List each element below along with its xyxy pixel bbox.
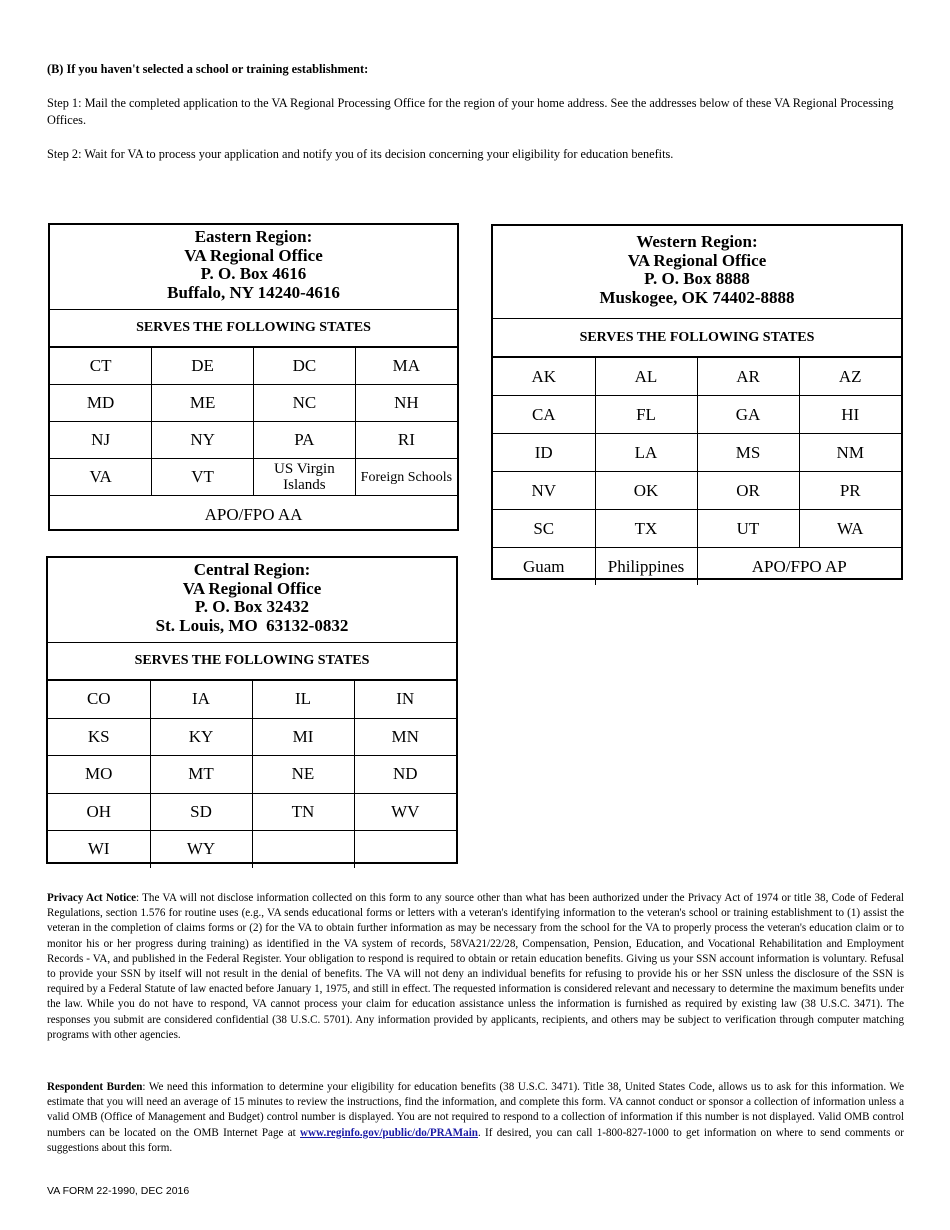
western-serves-heading: SERVES THE FOLLOWING STATES [493, 319, 901, 357]
state-cell: DC [254, 348, 356, 385]
privacy-act-notice [47, 891, 904, 1043]
table-row [493, 510, 901, 548]
central-region-address [48, 558, 456, 643]
state-cell: CT [50, 348, 152, 385]
western-city: Muskogee, OK 74402-8888 [599, 287, 795, 307]
state-cell: AR [697, 358, 799, 396]
step-2-text: Step 2: Wait for VA to process your application and notify you of its decision concerning your eligibility for education benefits. [47, 147, 674, 161]
central-office-name: VA Regional Office [182, 578, 322, 598]
state-cell: MI [252, 718, 354, 756]
state-cell: RI [355, 422, 457, 459]
western-region-address [493, 226, 901, 319]
central-po-box: P. O. Box 32432 [194, 597, 310, 616]
burden-text: : We need this information to determine your eligibility for education benefits (38 U.S.C. 3471). Title 38, United States Code, allows us to ask for this information. We estimate that you will need an average of 15 minutes to review the instructions, find the information, and complete this form. VA cannot conduct or sponsor a collection of information unless a valid OMB (Office of Management and Budget) control number is displayed. You are not required to respond to a collection of information if this number is not displayed. Valid OMB control numbers can be located on the OMB Internet Page at [47, 1081, 904, 1139]
table-row [50, 385, 457, 422]
western-apo-cell: APO/FPO AP [697, 548, 901, 586]
state-cell: CA [493, 396, 595, 434]
state-cell: KY [150, 718, 252, 756]
eastern-city: Buffalo, NY 14240-4616 [167, 282, 340, 302]
state-cell: MD [50, 385, 152, 422]
western-po-box: P. O. Box 8888 [644, 269, 750, 288]
table-row [48, 793, 456, 831]
western-states-table [493, 357, 901, 585]
state-cell: NY [152, 422, 254, 459]
table-row [50, 459, 457, 496]
instructions-heading: (B) If you haven't selected a school or training establishment: [47, 62, 369, 76]
western-region-box [491, 224, 903, 580]
state-cell: PA [254, 422, 356, 459]
western-office-name: VA Regional Office [627, 250, 767, 270]
table-row [493, 548, 901, 586]
state-cell: OR [697, 472, 799, 510]
state-cell [252, 831, 354, 868]
state-cell: IL [252, 681, 354, 719]
eastern-po-box: P. O. Box 4616 [200, 264, 307, 283]
state-cell [354, 831, 456, 868]
state-cell: LA [595, 434, 697, 472]
privacy-text: : The VA will not disclose information collected on this form to any source other than what has been authorized under the Privacy Act of 1974 or title 38, Code of Federal Regulations, section 1.576 for routine uses (e.g., VA sends educational forms or letters with a veteran's identifying information to the veteran's school or training establishment to (1) assist the veteran in the completion of claims forms or (2) for the VA to obtain further information as may be necessary from the school for the VA to properly process the veteran's education claim or to monitor his or her progress during training) as identified in the VA system of records, 58VA21/22/28, Compensation, Pension, Education, and Vocational Rehabilitation and Employment Records - VA, and published in the Federal Register. Your obligation to respond is required to obtain or retain education benefits. Giving us your SSN account information is voluntary. Refusal to provide your SSN by itself will not result in the denial of benefits. The VA will not deny an individual benefits for refusing to provide his or her SSN unless the disclosure of the SSN is required by a Federal Statute of law enacted before January 1, 1975, and still in effect. The requested information is considered relevant and necessary to determine the maximum benefits under the law. While you do not have to respond, VA cannot process your claim for education assistance unless the information is furnished as required by existing law (38 U.S.C. 3471). The responses you submit are considered confidential (38 U.S.C. 5701). Any information provided by applicants, recipients, and others may be subject to verification through computer matching programs with other agencies. [47, 892, 904, 1041]
state-cell: MN [354, 718, 456, 756]
eastern-region-box [48, 223, 459, 531]
central-region-title: Central Region: [193, 560, 311, 579]
state-cell: VT [152, 459, 254, 496]
state-cell: WY [150, 831, 252, 868]
eastern-apo-cell: APO/FPO AA [50, 495, 457, 533]
state-cell: WA [799, 510, 901, 548]
state-cell: ND [354, 756, 456, 794]
state-cell: WV [354, 793, 456, 831]
state-cell: AZ [799, 358, 901, 396]
state-cell: NJ [50, 422, 152, 459]
burden-title: Respondent Burden [47, 1081, 143, 1093]
table-row [493, 358, 901, 396]
state-cell: PR [799, 472, 901, 510]
state-cell: FL [595, 396, 697, 434]
state-cell: NV [493, 472, 595, 510]
central-states-table [48, 680, 456, 868]
eastern-region-title: Eastern Region: [194, 227, 313, 246]
state-cell: NC [254, 385, 356, 422]
table-row [493, 472, 901, 510]
state-cell: MS [697, 434, 799, 472]
table-row [48, 831, 456, 868]
step-1-text: Step 1: Mail the completed application to the VA Regional Processing Office for the region of your home address. See the addresses below of these VA Regional Processing Offices. [47, 96, 894, 127]
omb-link[interactable]: www.reginfo.gov/public/do/PRAMain [300, 1126, 478, 1139]
state-cell: GA [697, 396, 799, 434]
state-cell: CO [48, 681, 150, 719]
privacy-title: Privacy Act Notice [47, 892, 137, 904]
state-cell: WI [48, 831, 150, 868]
table-row [493, 396, 901, 434]
eastern-states-table [50, 347, 457, 495]
state-cell: SD [150, 793, 252, 831]
state-cell: OK [595, 472, 697, 510]
central-city: St. Louis, MO 63132-0832 [155, 615, 349, 635]
state-cell: KS [48, 718, 150, 756]
state-cell: US Virgin Islands [254, 459, 356, 496]
state-cell: AL [595, 358, 697, 396]
eastern-office-name: VA Regional Office [184, 245, 323, 265]
state-cell: NM [799, 434, 901, 472]
respondent-burden [47, 1080, 904, 1156]
state-cell: MO [48, 756, 150, 794]
table-row [48, 681, 456, 719]
central-serves-heading: SERVES THE FOLLOWING STATES [48, 643, 456, 680]
central-region-box [46, 556, 458, 864]
table-row [48, 756, 456, 794]
state-cell: OH [48, 793, 150, 831]
state-cell: VA [50, 459, 152, 496]
state-cell: MT [150, 756, 252, 794]
state-cell: TX [595, 510, 697, 548]
table-row [50, 422, 457, 459]
state-cell: AK [493, 358, 595, 396]
western-region-title: Western Region: [636, 232, 758, 251]
table-row [48, 718, 456, 756]
state-cell: IN [354, 681, 456, 719]
state-cell: ID [493, 434, 595, 472]
eastern-serves-heading: SERVES THE FOLLOWING STATES [50, 310, 457, 347]
instructions-section [47, 61, 907, 163]
state-cell: MA [355, 348, 457, 385]
table-row [493, 434, 901, 472]
state-cell: ME [152, 385, 254, 422]
state-cell: IA [150, 681, 252, 719]
state-cell: SC [493, 510, 595, 548]
state-cell: NH [355, 385, 457, 422]
state-cell: NE [252, 756, 354, 794]
state-cell: UT [697, 510, 799, 548]
state-cell: TN [252, 793, 354, 831]
state-cell: HI [799, 396, 901, 434]
burden-text-end: . If desired, you can call 1-800-827-1000 to get information on where to send comments or suggestions about this form. [47, 1126, 905, 1154]
table-row [50, 348, 457, 385]
state-cell: Guam [493, 548, 595, 586]
state-cell: Foreign Schools [355, 459, 457, 496]
state-cell: Philippines [595, 548, 697, 586]
eastern-region-address [50, 225, 457, 310]
state-cell: DE [152, 348, 254, 385]
form-number: VA FORM 22-1990, DEC 2016 [47, 1185, 190, 1197]
